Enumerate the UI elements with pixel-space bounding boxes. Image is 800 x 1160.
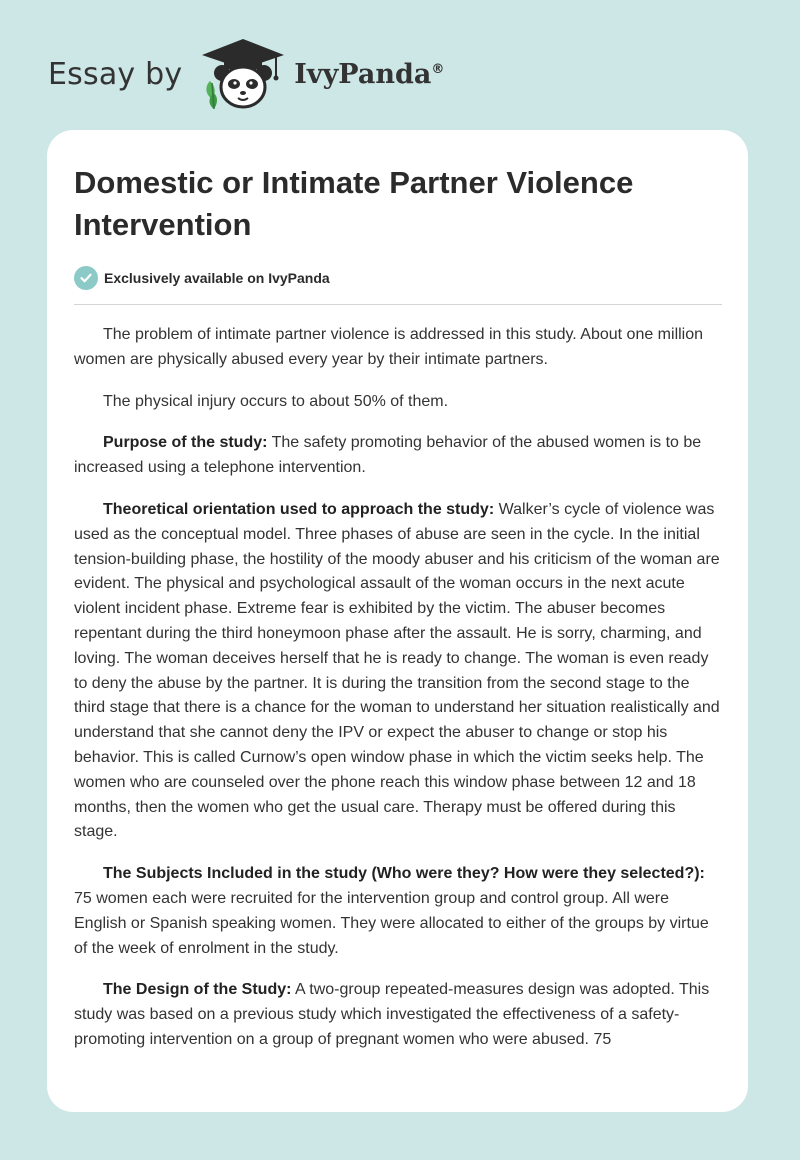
- essay-card: [47, 130, 748, 1112]
- paragraph-heading: Theoretical orientation used to approach the study:: [103, 500, 495, 518]
- exclusive-badge: [74, 266, 722, 290]
- essay-body: [74, 323, 722, 1053]
- paragraph-heading: Purpose of the study:: [103, 434, 268, 452]
- divider: [74, 304, 722, 305]
- paragraph: The problem of intimate partner violence is addressed in this study. About one million women are physically abused every year by their intimate partners.: [74, 326, 704, 368]
- essay-by-label: Essay by: [48, 56, 183, 92]
- paragraph-heading: The Subjects Included in the study (Who were they? How were they selected?):: [103, 865, 705, 883]
- paragraph: The Design of the Study: A two-group repeated-measures design was adopted. This study was based on a previous study which investigated the effectiveness of a safety-promoting intervention on a group of pregnant women who were abused. 75: [74, 981, 710, 1048]
- paragraph-heading: The Design of the Study:: [103, 981, 292, 999]
- paragraph: The Subjects Included in the study (Who were they? How were they selected?): 75 women each were recruited for the intervention group and control group. All were English or Spanish speaking women. They were allocated to either of the groups by virtue of the week of enrolment in the study.: [74, 865, 709, 957]
- brand-name[interactable]: IvyPanda®: [294, 58, 445, 90]
- paragraph: The physical injury occurs to about 50% of them.: [103, 392, 449, 410]
- essay-title: Domestic or Intimate Partner Violence Intervention: [74, 165, 634, 242]
- site-header: [48, 36, 444, 112]
- checkmark-icon: [74, 266, 98, 290]
- paragraph: Theoretical orientation used to approach the study: Walker’s cycle of violence was used as the conceptual model. Three phases of abuse are seen in the cycle. In the initial tension-building phase, the hostility of the moody abuser and his criticism of the woman are evident. The physical and psychological assault of the woman occurs in the next acute violent incident phase. Extreme fear is exhibited by the victim. The abuser becomes repentant during the third honeymoon phase after the assault. He is sorry, charming, and loving. The woman deceives herself that he is ready to change. The woman is even ready to deny the abuse by the partner. It is during the transition from the second stage to the third stage that there is a chance for the woman to understand her situation realistically and understand that she cannot deny the IPV or expect the abuser to change or stop his behavior. This is called Curnow’s open window phase in which the victim seeks help. The women who are counseled over the phone reach this window phase between 12 and 18 months, then the women who get the usual care. Therapy must be offered during this stage.: [74, 500, 720, 841]
- paragraph: Purpose of the study: The safety promoting behavior of the abused women is to be increased using a telephone intervention.: [74, 434, 702, 477]
- panda-graduate-icon[interactable]: [200, 37, 286, 111]
- exclusive-badge-label: Exclusively available on IvyPanda: [104, 270, 330, 286]
